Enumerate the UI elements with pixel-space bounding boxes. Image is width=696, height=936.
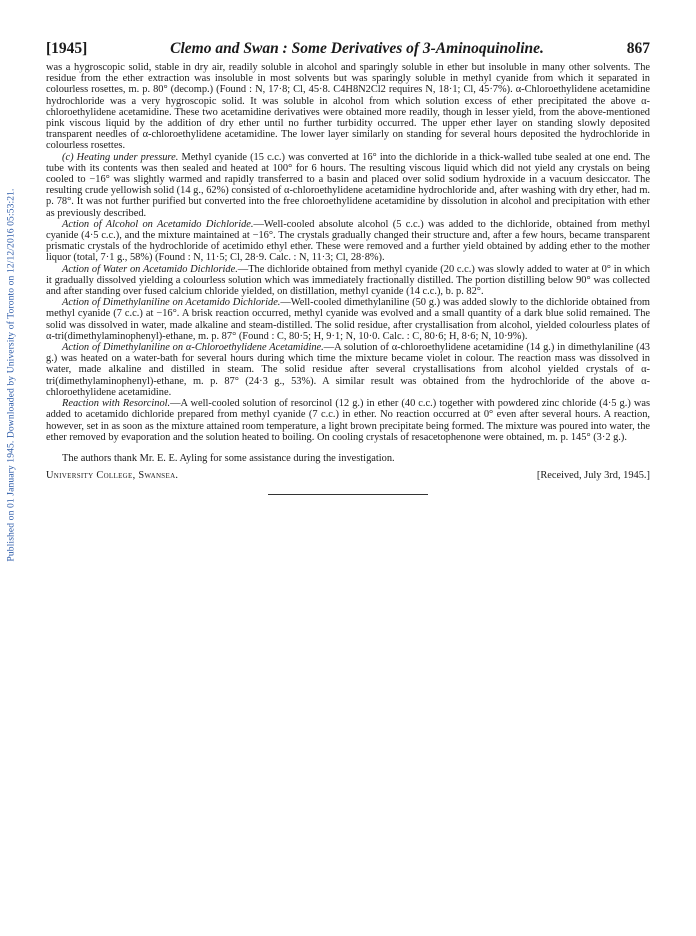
paragraph bbox=[46, 152, 650, 219]
paragraph-heading: Action of Alcohol on Acetamido Dichloride. bbox=[62, 218, 254, 230]
institution: University College, Swansea. bbox=[46, 470, 179, 482]
paragraph-heading: Reaction with Resorcinol. bbox=[62, 398, 171, 410]
paragraph bbox=[46, 342, 650, 398]
received-date: [Received, July 3rd, 1945.] bbox=[536, 470, 650, 482]
paragraph bbox=[46, 62, 650, 152]
paragraph-text: —A well-cooled solution of resorcinol (12 g.) in ether (40 c.c.) together with powdered zinc chloride (4·5 g.) was added to acetamido dichloride prepared from methyl cyanide (7 c.c.) in ether. No reaction occurred at 0° even after several hours. A reaction, however, set in as soon as the mixture attained room temperature, a light brown precipitate being formed. The mixture was poured into water, the ether removed by evaporation and the solution heated to boiling. On cooling crystals of resacetophenone were obtained, m. p. 145° (3·2 g.). bbox=[46, 398, 650, 443]
acknowledgement: The authors thank Mr. E. E. Ayling for some assistance during the investigation. bbox=[62, 452, 395, 464]
paragraph bbox=[46, 398, 650, 443]
end-rule bbox=[268, 494, 428, 495]
paragraph-heading: Action of Dimethylaniline on Acetamido Dichloride. bbox=[62, 297, 281, 309]
paragraph-heading: Action of Dimethylaniline on α-Chloroethylidene Acetamidine. bbox=[62, 342, 324, 354]
header-title: Clemo and Swan : Some Derivatives of 3-Aminoquinoline. bbox=[170, 40, 544, 57]
running-header bbox=[46, 40, 650, 58]
paragraph-text: was a hygroscopic solid, stable in dry air, readily soluble in alcohol and sparingly soluble in ether but insoluble in many other solvents. The residue from the ether extraction was insoluble in most solvents but was sparingly soluble in methyl cyanide from which it separated in colourless rosettes, m. p. 80° (decomp.) (Found : N, 17·8; Cl, 45·8. C4H8N2Cl2 requires N, 18·1; Cl, 45·7%). α-Chloroethylidene acetamidine hydrochloride was a very hygroscopic solid. It was soluble in alcohol from which solution excess of ether precipitated the above α-chloroethylidene acetamidine. These two acetamidine derivatives were obtained more readily, though in lesser yield, from the above-mentioned pink viscous liquid by the addition of dry ether until no further turbidity occurred. The upper ether layer on standing slowly deposited transparent needles of α-chloroethylidene acetamidine. The lower layer similarly on standing for several hours deposited the hydrochloride in colourless rosettes. bbox=[46, 62, 650, 152]
paragraph bbox=[46, 297, 650, 342]
paragraph-text: —A solution of α-chloroethylidene acetamidine (14 g.) in dimethylaniline (43 g.) was heated on a water-bath for several hours during which time the mixture became violet in colour. The reaction mass was dissolved in water, made alkaline and distilled in steam. The solid residue after several crystallisations from alcohol yielded crystals of α-tri(dimethylaminophenyl)-ethane, m. p. 87° (24·3 g., 53%). A similar result was obtained from the hydrochloride of the above α-chloroethylidene acetamidine. bbox=[46, 342, 651, 398]
paragraph bbox=[46, 219, 650, 264]
article-footer bbox=[46, 470, 650, 482]
header-year: [1945] bbox=[46, 40, 88, 57]
paragraph-heading: Action of Water on Acetamido Dichloride. bbox=[62, 263, 238, 275]
paragraph bbox=[46, 264, 650, 298]
paragraph-text: Methyl cyanide (15 c.c.) was converted at 16° into the dichloride in a thick-walled tube sealed at one end. The tube with its contents was then sealed and heated at 100° for 6 hours. The resulting viscous liquid which did not yield any crystals on being cooled to −16° was slightly warmed and rapidly transferred to a basin and placed over solid sodium hydroxide in a vacuum desiccator. The resulting crude yellowish solid (14 g., 62%) consisted of α-chloroethylidene acetamidine hydrochloride and, after washing with dry ether, had m. p. 78°. It was not further purified but converted into the free chloroethylidene acetamidine by dissolution in alcohol and precipitation with ether as previously described. bbox=[46, 151, 650, 219]
paragraph-text: —Well-cooled dimethylaniline (50 g.) was added slowly to the dichloride obtained from methyl cyanide (7 c.c.) at −16°. A brisk reaction occurred, methyl cyanide was evolved and a small quantity of a dark blue solid remained. The solid was dissolved in water, made alkaline and steam-distilled. The solid residue, after crystallisation from alcohol, yielded colourless plates of α-tri(dimethylaminophenyl)-ethane, m. p. 87° (Found : C, 80·5; H, 9·1; N, 10·0. Calc. : C, 80·6; H, 8·6; N, 10·9%). bbox=[46, 297, 650, 342]
download-stamp bbox=[2, 150, 20, 600]
paragraph-heading: (c) Heating under pressure. bbox=[62, 151, 179, 163]
download-stamp-text: Published on 01 January 1945. Downloaded by University of Toronto on 12/12/2016 05:53:21. bbox=[5, 188, 17, 562]
article-body bbox=[46, 62, 650, 464]
paragraph-text: —The dichloride obtained from methyl cyanide (20 c.c.) was slowly added to water at 0° in which it gradually dissolved yielding a colourless solution which was immediately fractionally distilled. The portion distilling below 90° was collected and after standing over fused calcium chloride yielded, on distillation, methyl cyanide (14 c.c.), b. p. 82°. bbox=[46, 263, 650, 298]
paragraph-text: —Well-cooled absolute alcohol (5 c.c.) was added to the dichloride, obtained from methyl cyanide (4·5 c.c.), and the mixture maintained at −16°. The crystals gradually changed their structure and, after a few hours, became transparent prismatic crystals of the hydrochloride of acetimido ethyl ether. These were removed and a further yield obtained by adding ether to the mother liquor (total, 7·1 g., 58%) (Found : N, 11·5; Cl, 28·9. Calc. : N, 11·3; Cl, 28·8%). bbox=[46, 218, 650, 264]
page-number: 867 bbox=[626, 40, 650, 57]
journal-page bbox=[46, 40, 650, 495]
